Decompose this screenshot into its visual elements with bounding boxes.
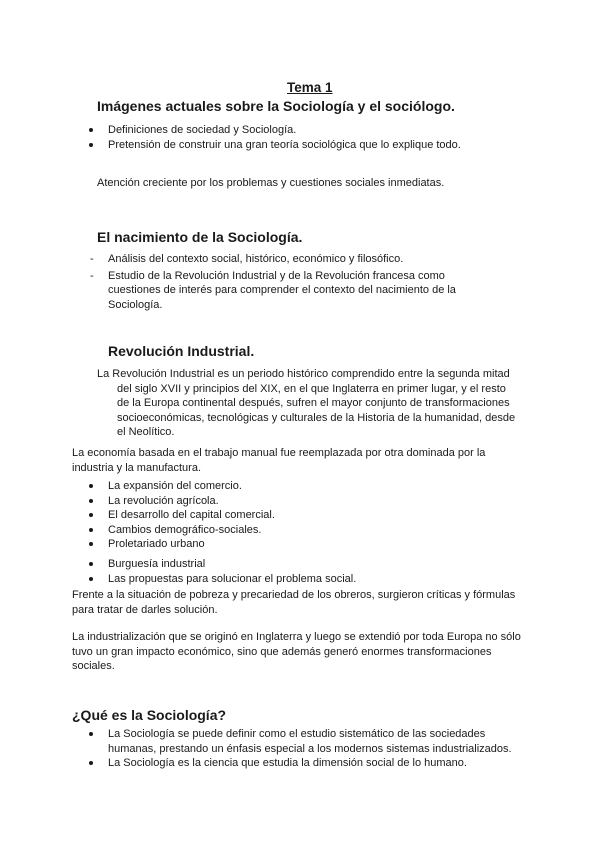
list-item — [108, 537, 275, 552]
list-item — [108, 479, 275, 494]
document-title: Tema 1 — [287, 80, 333, 95]
list-item-text: Definiciones de sociedad y Sociología. — [108, 124, 297, 136]
list-item-text: Cambios demográfico-sociales. — [108, 523, 262, 536]
poverty-paragraph: Frente a la situación de pobreza y precariedad de los obreros, surgieron críticas y fórmulas para tratar de darles solución. — [72, 589, 516, 616]
list-item-text: Pretensión de construir una gran teoría sociológica que lo explique todo. — [108, 138, 461, 151]
section2-dash-list — [108, 252, 493, 312]
revolucion-intro: La Revolución Industrial es un periodo histórico comprendido entre la segunda mitad del siglo XVII y principios del XIX, en el que Inglaterra en primer lugar, y el resto de la Europa continental después, sufren el mayor conjunto de transformaciones socioeconómicas, tecnológicas y culturales de la Historia de la humanidad, desde el Neolítico. — [97, 368, 516, 438]
list-item — [108, 138, 461, 153]
list-item-text: Estudio de la Revolución Industrial y de la Revolución francesa como cuestiones de interés para comprender el contexto del nacimiento de la Sociología. — [108, 269, 456, 311]
list-item-text: Proletariado urbano — [108, 538, 205, 550]
section3-bullet-list-b — [108, 557, 356, 586]
list-item — [108, 508, 275, 523]
list-item-text: Burguesía industrial — [108, 558, 206, 570]
list-item — [108, 252, 493, 267]
list-item-text: La revolución agrícola. — [108, 494, 219, 507]
section4-bullet-list — [108, 727, 528, 771]
section1-bullet-list — [108, 123, 461, 152]
list-item-text: La Sociología se puede definir como el estudio sistemático de las sociedades humanas, prestando un énfasis especial a los modernos sistemas industrializados. — [108, 728, 512, 755]
section3-bullet-list-a — [108, 479, 275, 552]
list-item-text: El desarrollo del capital comercial. — [108, 509, 275, 521]
industrialization-paragraph: La industrialización que se originó en Inglaterra y luego se extendió por toda Europa no sólo tuvo un gran impacto económico, sino que además generó enormes transformaciones sociales. — [72, 631, 521, 672]
list-item — [108, 123, 461, 138]
list-item-text: La expansión del comercio. — [108, 480, 242, 492]
section1-note: Atención creciente por los problemas y cuestiones sociales inmediatas. — [97, 177, 445, 189]
list-item-text: Las propuestas para solucionar el problema social. — [108, 572, 357, 585]
list-item — [108, 572, 356, 587]
economy-paragraph: La economía basada en el trabajo manual fue reemplazada por otra dominada por la industria y la manufactura. — [72, 447, 486, 474]
list-item — [108, 269, 493, 313]
list-item — [108, 494, 275, 509]
section-heading-revolucion: Revolución Industrial. — [108, 343, 255, 359]
section-heading-que-es: ¿Qué es la Sociología? — [72, 707, 227, 723]
section-heading-imagenes: Imágenes actuales sobre la Sociología y el sociólogo. — [97, 98, 455, 114]
list-item — [108, 523, 275, 538]
list-item-text: Análisis del contexto social, histórico, económico y filosófico. — [108, 253, 404, 265]
list-item-text: La Sociología es la ciencia que estudia la dimensión social de lo humano. — [108, 757, 467, 769]
list-item — [108, 727, 528, 756]
section-heading-nacimiento: El nacimiento de la Sociología. — [97, 229, 303, 245]
list-item — [108, 756, 528, 771]
list-item — [108, 557, 356, 572]
